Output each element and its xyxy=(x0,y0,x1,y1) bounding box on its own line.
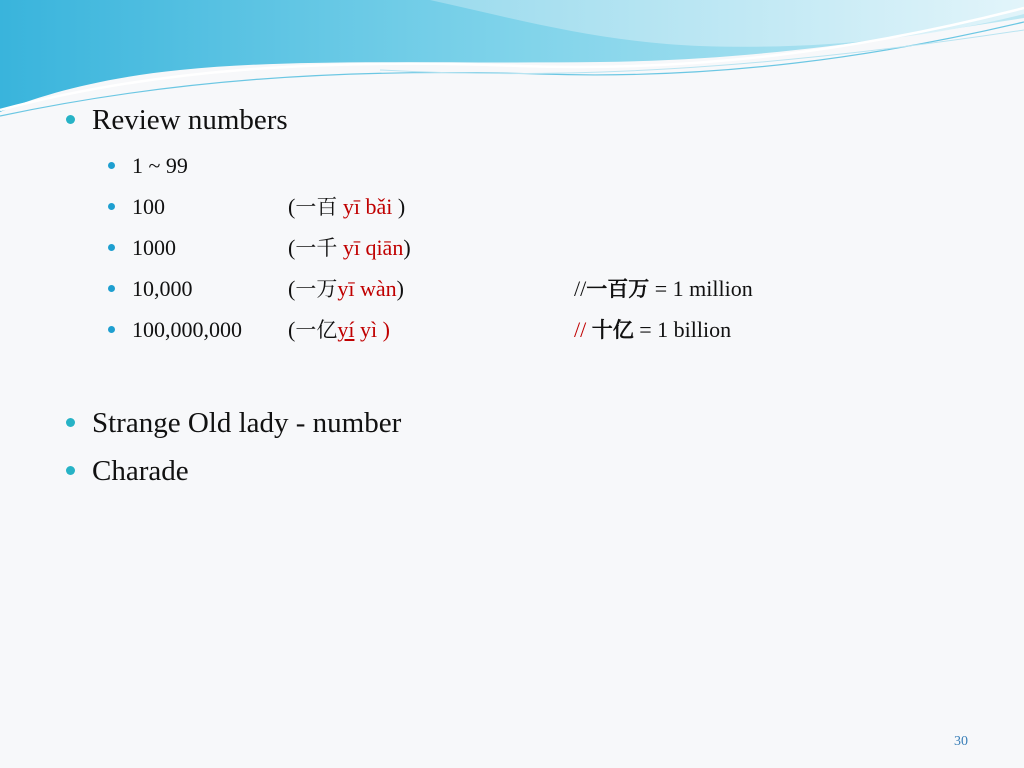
sub-bullet-dot xyxy=(108,162,115,169)
hanzi: 一百 xyxy=(295,195,338,219)
pinyin: yī wàn xyxy=(337,276,397,301)
chinese-reading: (一百 yī bǎi ) xyxy=(288,194,406,219)
hanzi: 一亿 xyxy=(295,318,338,342)
bullet-review-numbers: Review numbers xyxy=(92,104,288,136)
hanzi: 一万 xyxy=(295,277,338,301)
pinyin: yī bǎi xyxy=(342,194,393,219)
sub-bullet-dot xyxy=(108,326,115,333)
bullet-strange-old-lady: Strange Old lady - number xyxy=(92,407,402,439)
sub-bullet-dot xyxy=(108,285,115,292)
pinyin: yì ) xyxy=(354,317,390,342)
sub-bullet-dot xyxy=(108,244,115,251)
bullet-dot xyxy=(66,466,75,475)
million-note: //一百万 = 1 million xyxy=(574,276,753,301)
note-hanzi: 一百万 xyxy=(586,277,650,301)
hanzi: 一千 xyxy=(295,236,338,260)
chinese-reading: (一亿yí yì ) xyxy=(288,317,390,342)
number-text: 100 xyxy=(132,194,165,219)
number-text: 1000 xyxy=(132,235,176,260)
page-number: 30 xyxy=(954,734,968,749)
bullet-charade: Charade xyxy=(92,455,189,487)
pinyin: yī qiān xyxy=(342,235,404,260)
note-hanzi: 十亿 xyxy=(591,318,634,342)
bullet-dot xyxy=(66,115,75,124)
sub-bullet-dot xyxy=(108,203,115,210)
bullet-dot xyxy=(66,418,75,427)
number-text: 1 ~ 99 xyxy=(132,153,188,178)
billion-note: // 十亿 = 1 billion xyxy=(574,317,732,342)
number-text: 100,000,000 xyxy=(132,317,242,342)
chinese-reading: (一万yī wàn) xyxy=(288,276,404,301)
number-text: 10,000 xyxy=(132,276,193,301)
chinese-reading: (一千 yī qiān) xyxy=(288,235,411,260)
pinyin-underlined: yí xyxy=(337,317,355,342)
